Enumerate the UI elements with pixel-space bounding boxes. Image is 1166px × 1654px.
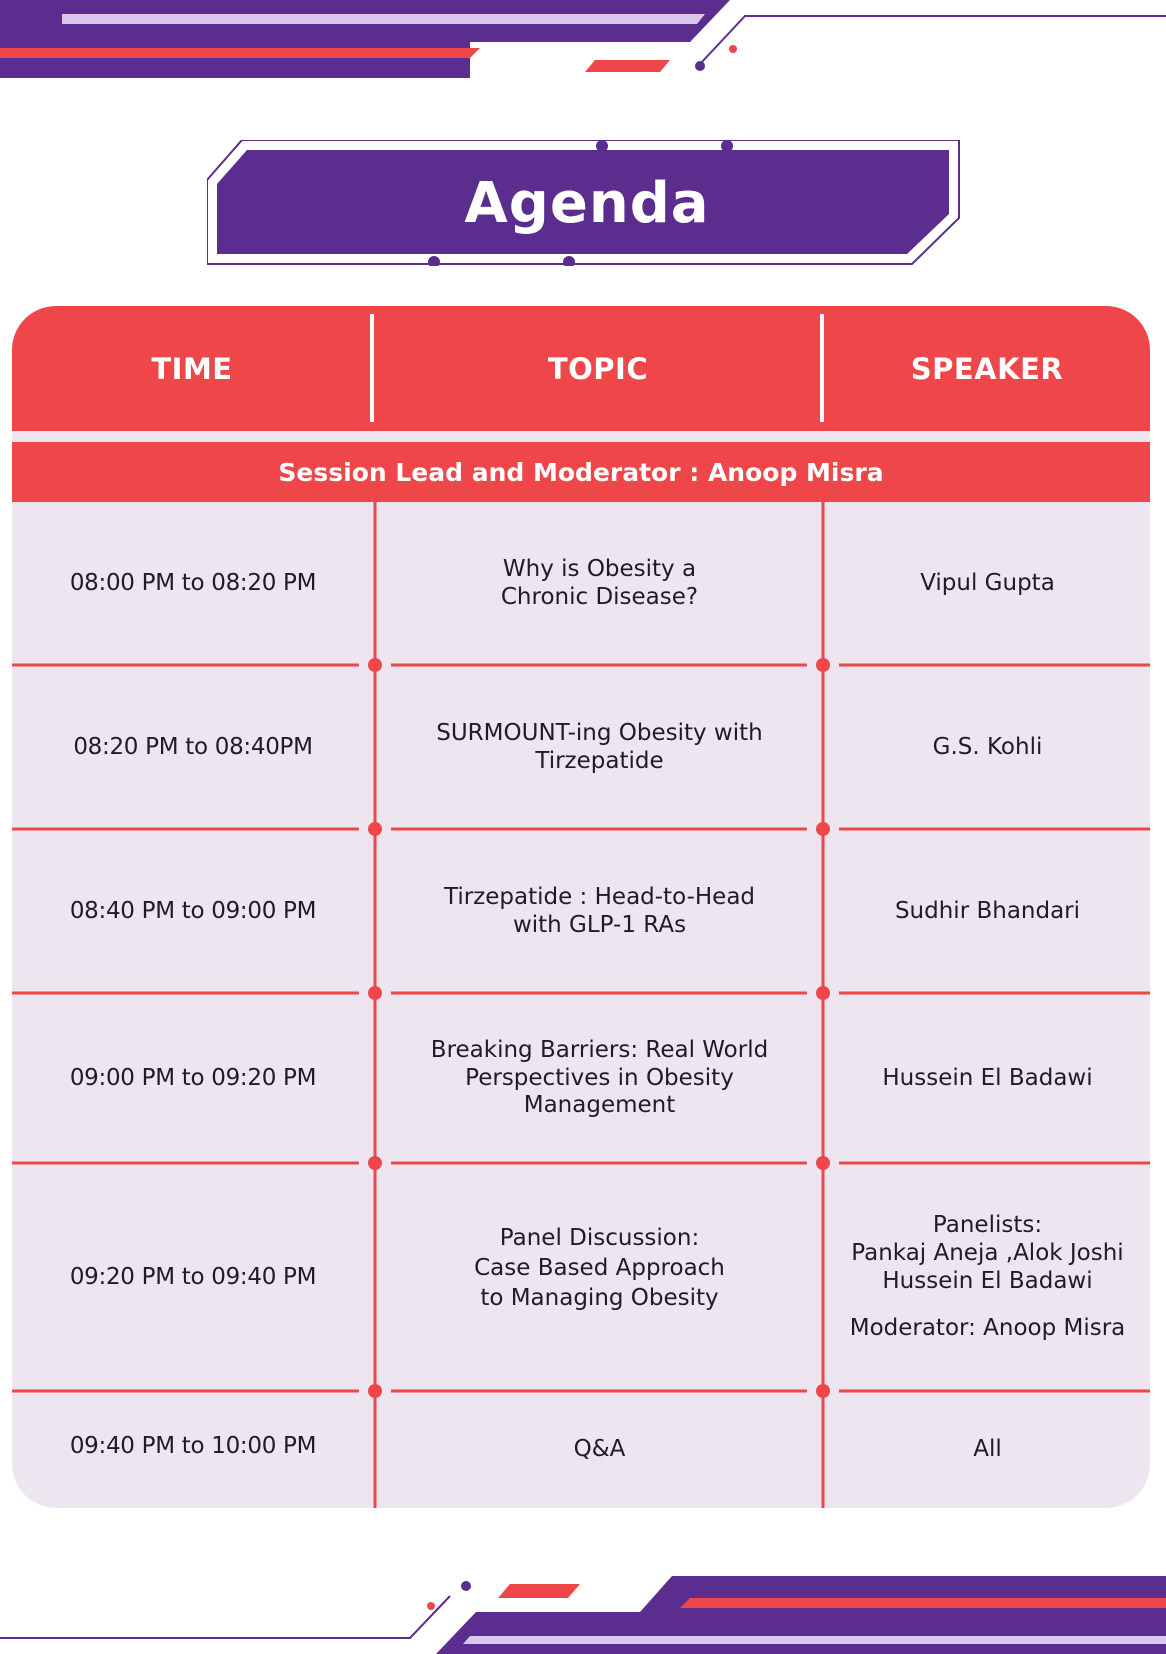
row-2-topic: [377, 666, 822, 829]
row-3-speaker: Sudhir Bhandari: [894, 897, 1081, 924]
topic-line: Tirzepatide : Head-to-Head: [443, 883, 756, 910]
row-5-speaker: [825, 1164, 1150, 1391]
speaker-line: Hussein El Badawi: [882, 1267, 1093, 1294]
row-6-time: 09:40 PM to 10:00 PM: [69, 1433, 317, 1460]
row-1-topic: [377, 502, 822, 665]
row-5-time: 09:20 PM to 09:40 PM: [69, 1263, 317, 1290]
row-1-time: 08:00 PM to 08:20 PM: [69, 569, 317, 596]
row-6-topic: Q&A: [573, 1436, 626, 1463]
row-3-topic: [377, 830, 822, 993]
column-header-topic: TOPIC: [547, 351, 649, 386]
top-decoration: [0, 0, 1166, 90]
row-4-speaker: Hussein El Badawi: [882, 1064, 1093, 1091]
agenda-table: [12, 306, 1150, 1508]
bottom-decoration: [0, 1560, 1166, 1654]
column-header-time: TIME: [151, 351, 233, 386]
title-banner: [207, 140, 967, 266]
topic-line: Tirzepatide: [535, 747, 664, 774]
row-5-topic: [377, 1164, 822, 1374]
speaker-line: Pankaj Aneja ,Alok Joshi: [851, 1239, 1124, 1266]
topic-line: Management: [523, 1092, 676, 1119]
topic-line: with GLP-1 RAs: [512, 911, 687, 938]
topic-line: Panel Discussion:: [499, 1225, 700, 1252]
row-4-topic: [377, 994, 822, 1163]
topic-line: SURMOUNT-ing Obesity with: [436, 719, 763, 746]
topic-line: Perspectives in Obesity: [465, 1064, 734, 1091]
row-4-time: 09:00 PM to 09:20 PM: [69, 1064, 317, 1091]
row-1-speaker: Vipul Gupta: [920, 569, 1055, 596]
row-3-time: 08:40 PM to 09:00 PM: [69, 897, 317, 924]
column-header-speaker: SPEAKER: [910, 351, 1064, 386]
topic-line: Case Based Approach: [474, 1255, 725, 1282]
moderator-line: Moderator: Anoop Misra: [849, 1315, 1126, 1342]
topic-line: Breaking Barriers: Real World: [430, 1037, 769, 1064]
row-2-time: 08:20 PM to 08:40PM: [73, 733, 313, 760]
row-6-speaker: All: [973, 1436, 1002, 1463]
page-title: Agenda: [464, 170, 710, 236]
row-2-speaker: G.S. Kohli: [932, 733, 1043, 760]
session-lead-banner: Session Lead and Moderator : Anoop Misra: [12, 442, 1150, 502]
topic-line: to Managing Obesity: [480, 1284, 719, 1311]
speaker-line: Panelists:: [932, 1212, 1043, 1239]
topic-line: Why is Obesity a: [502, 555, 697, 582]
topic-line: Chronic Disease?: [500, 583, 699, 610]
